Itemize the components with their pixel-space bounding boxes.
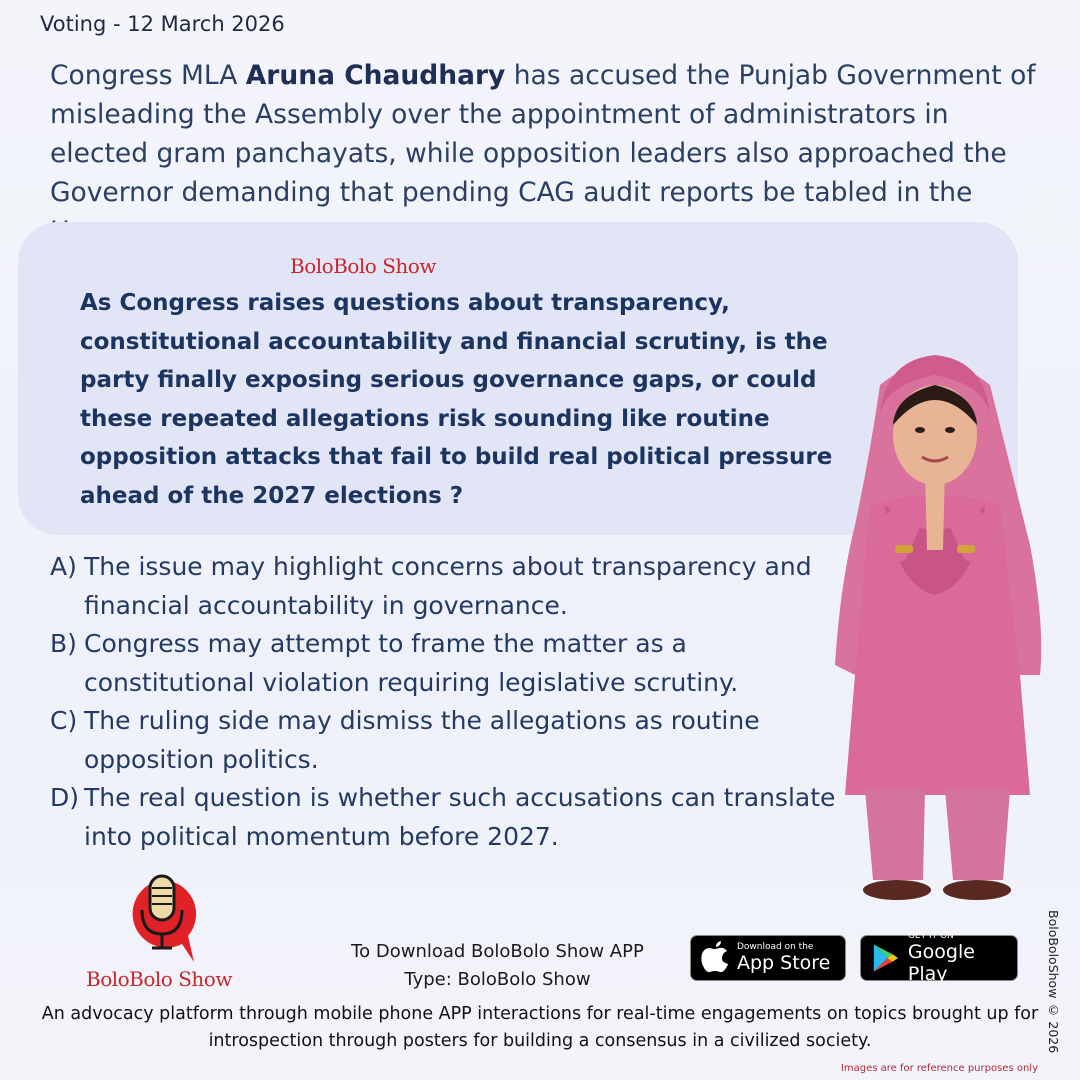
microphone-icon <box>122 872 202 972</box>
app-store-small: Download on the <box>737 942 814 952</box>
option-text: The real question is whether such accusations can translate into political momentum before 2027. <box>84 783 836 851</box>
date-line: Voting - 12 March 2026 <box>40 12 285 36</box>
option-letter: C) <box>50 706 78 735</box>
option-b[interactable] <box>50 625 840 702</box>
option-text: Congress may attempt to frame the matter as a constitutional violation requiring legislative scrutiny. <box>84 629 739 697</box>
copyright: BoloBoloShow © 2026 <box>1046 910 1061 1054</box>
politician-illustration <box>825 345 1050 905</box>
google-play-icon <box>869 941 902 975</box>
poll-question: As Congress raises questions about transparency, constitutional accountability and financial scrutiny, is the party finally exposing serious governance gaps, or could these repeated allegations risk sounding like routine opposition attacks that fail to build real political pressure ahead of the 2027 elections ? <box>80 290 833 509</box>
option-c[interactable] <box>50 702 840 779</box>
google-play-big: Google Play <box>907 941 975 985</box>
app-store-button[interactable] <box>690 935 846 981</box>
app-store-big: App Store <box>737 952 831 974</box>
option-text: The issue may highlight concerns about transparency and financial accountability in governance. <box>84 552 812 620</box>
option-d[interactable] <box>50 779 840 856</box>
footer-text: An advocacy platform through mobile phone APP interactions for real-time engagements on topics brought up for introspection through posters for building a consensus in a civilized society. <box>41 1004 1039 1051</box>
intro-name: Aruna Chaudhary <box>245 60 506 91</box>
option-letter: B) <box>50 629 77 658</box>
brand-logo-small: BoloBolo Show <box>290 254 436 278</box>
option-letter: A) <box>50 552 77 581</box>
download-info <box>315 938 680 994</box>
option-a[interactable] <box>50 548 840 625</box>
intro-lead: Congress MLA <box>50 60 246 91</box>
download-line-2: Type: BoloBolo Show <box>404 969 591 990</box>
brand-logo: BoloBolo Show <box>86 967 232 991</box>
intro-rest: has accused the Punjab Government of misleading the Assembly over the appointment of administrators in elected gram panchayats, while opposition leaders also approached the Governor demanding that pending CAG audit reports be tabled in the <box>50 60 1036 208</box>
apple-icon <box>699 940 733 976</box>
download-line-1: To Download BoloBolo Show APP <box>351 941 644 962</box>
option-letter: D) <box>50 783 80 812</box>
option-text: The ruling side may dismiss the allegations as routine opposition politics. <box>84 706 760 774</box>
google-play-small: GET IT ON <box>907 931 954 941</box>
disclaimer: Images are for reference purposes only <box>840 1063 1038 1074</box>
poll-options <box>50 548 840 856</box>
google-play-button[interactable] <box>860 931 1018 985</box>
